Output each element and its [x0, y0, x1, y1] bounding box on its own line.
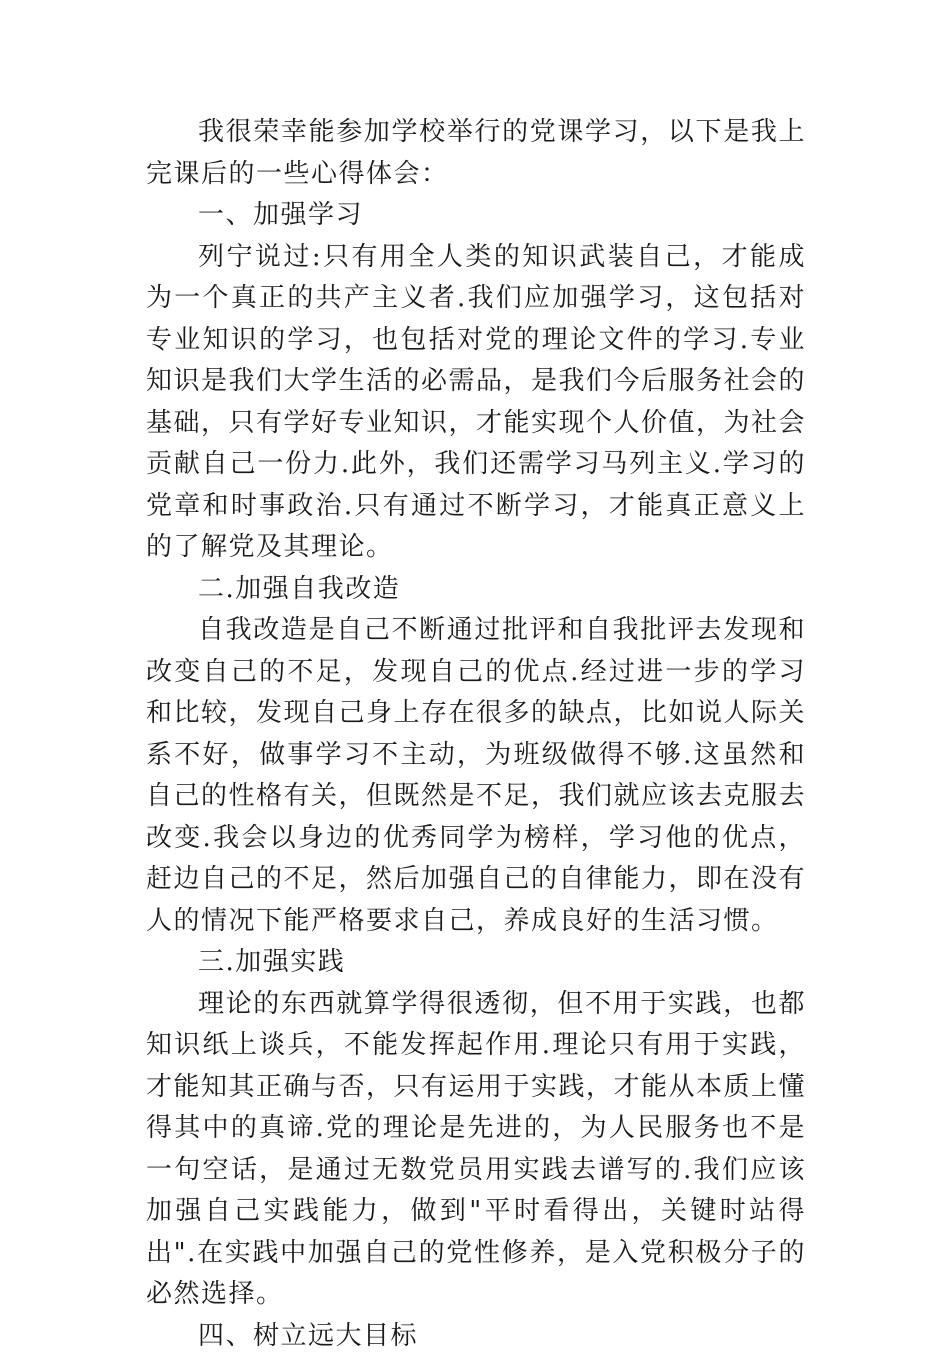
intro-paragraph: 我很荣幸能参加学校举行的党课学习，以下是我上完课后的一些心得体会：: [146, 112, 806, 195]
section-1-paragraph: 列宁说过:只有用全人类的知识武装自己，才能成为一个真正的共产主义者.我们应加强学习，这包括对专业知识的学习，也包括对党的理论文件的学习.专业知识是我们大学生活的必需品，是我们今后服务社会的基础，只有学好专业知识，才能实现个人价值，为社会贡献自己一份力.此外，我们还需学习马列主义.学习的党章和时事政治.只有通过不断学习，才能真正意义上的了解党及其理论。: [146, 237, 806, 569]
section-heading-4: 四、树立远大目标: [146, 1316, 806, 1357]
section-2-paragraph: 自我改造是自己不断通过批评和自我批评去发现和改变自己的不足，发现自己的优点.经过进一步的学习和比较，发现自己身上存在很多的缺点，比如说人际关系不好，做事学习不主动，为班级做得不够.这虽然和自己的性格有关，但既然是不足，我们就应该去克服去改变.我会以身边的优秀同学为榜样，学习他的优点，赶边自己的不足，然后加强自己的自律能力，即在没有人的情况下能严格要求自己，养成良好的生活习惯。: [146, 610, 806, 942]
section-heading-2: 二.加强自我改造: [146, 569, 806, 611]
section-heading-1: 一、加强学习: [146, 195, 806, 237]
section-3-paragraph: 理论的东西就算学得很透彻，但不用于实践，也都知识纸上谈兵，不能发挥起作用.理论只有用于实践，才能知其正确与否，只有运用于实践，才能从本质上懂得其中的真谛.党的理论是先进的，为人民服务也不是一句空话，是通过无数党员用实践去谱写的.我们应该加强自己实践能力，做到"平时看得出，关键时站得出".在实践中加强自己的党性修养，是入党积极分子的必然选择。: [146, 984, 806, 1316]
document-body: [146, 112, 806, 1357]
section-heading-3: 三.加强实践: [146, 942, 806, 984]
